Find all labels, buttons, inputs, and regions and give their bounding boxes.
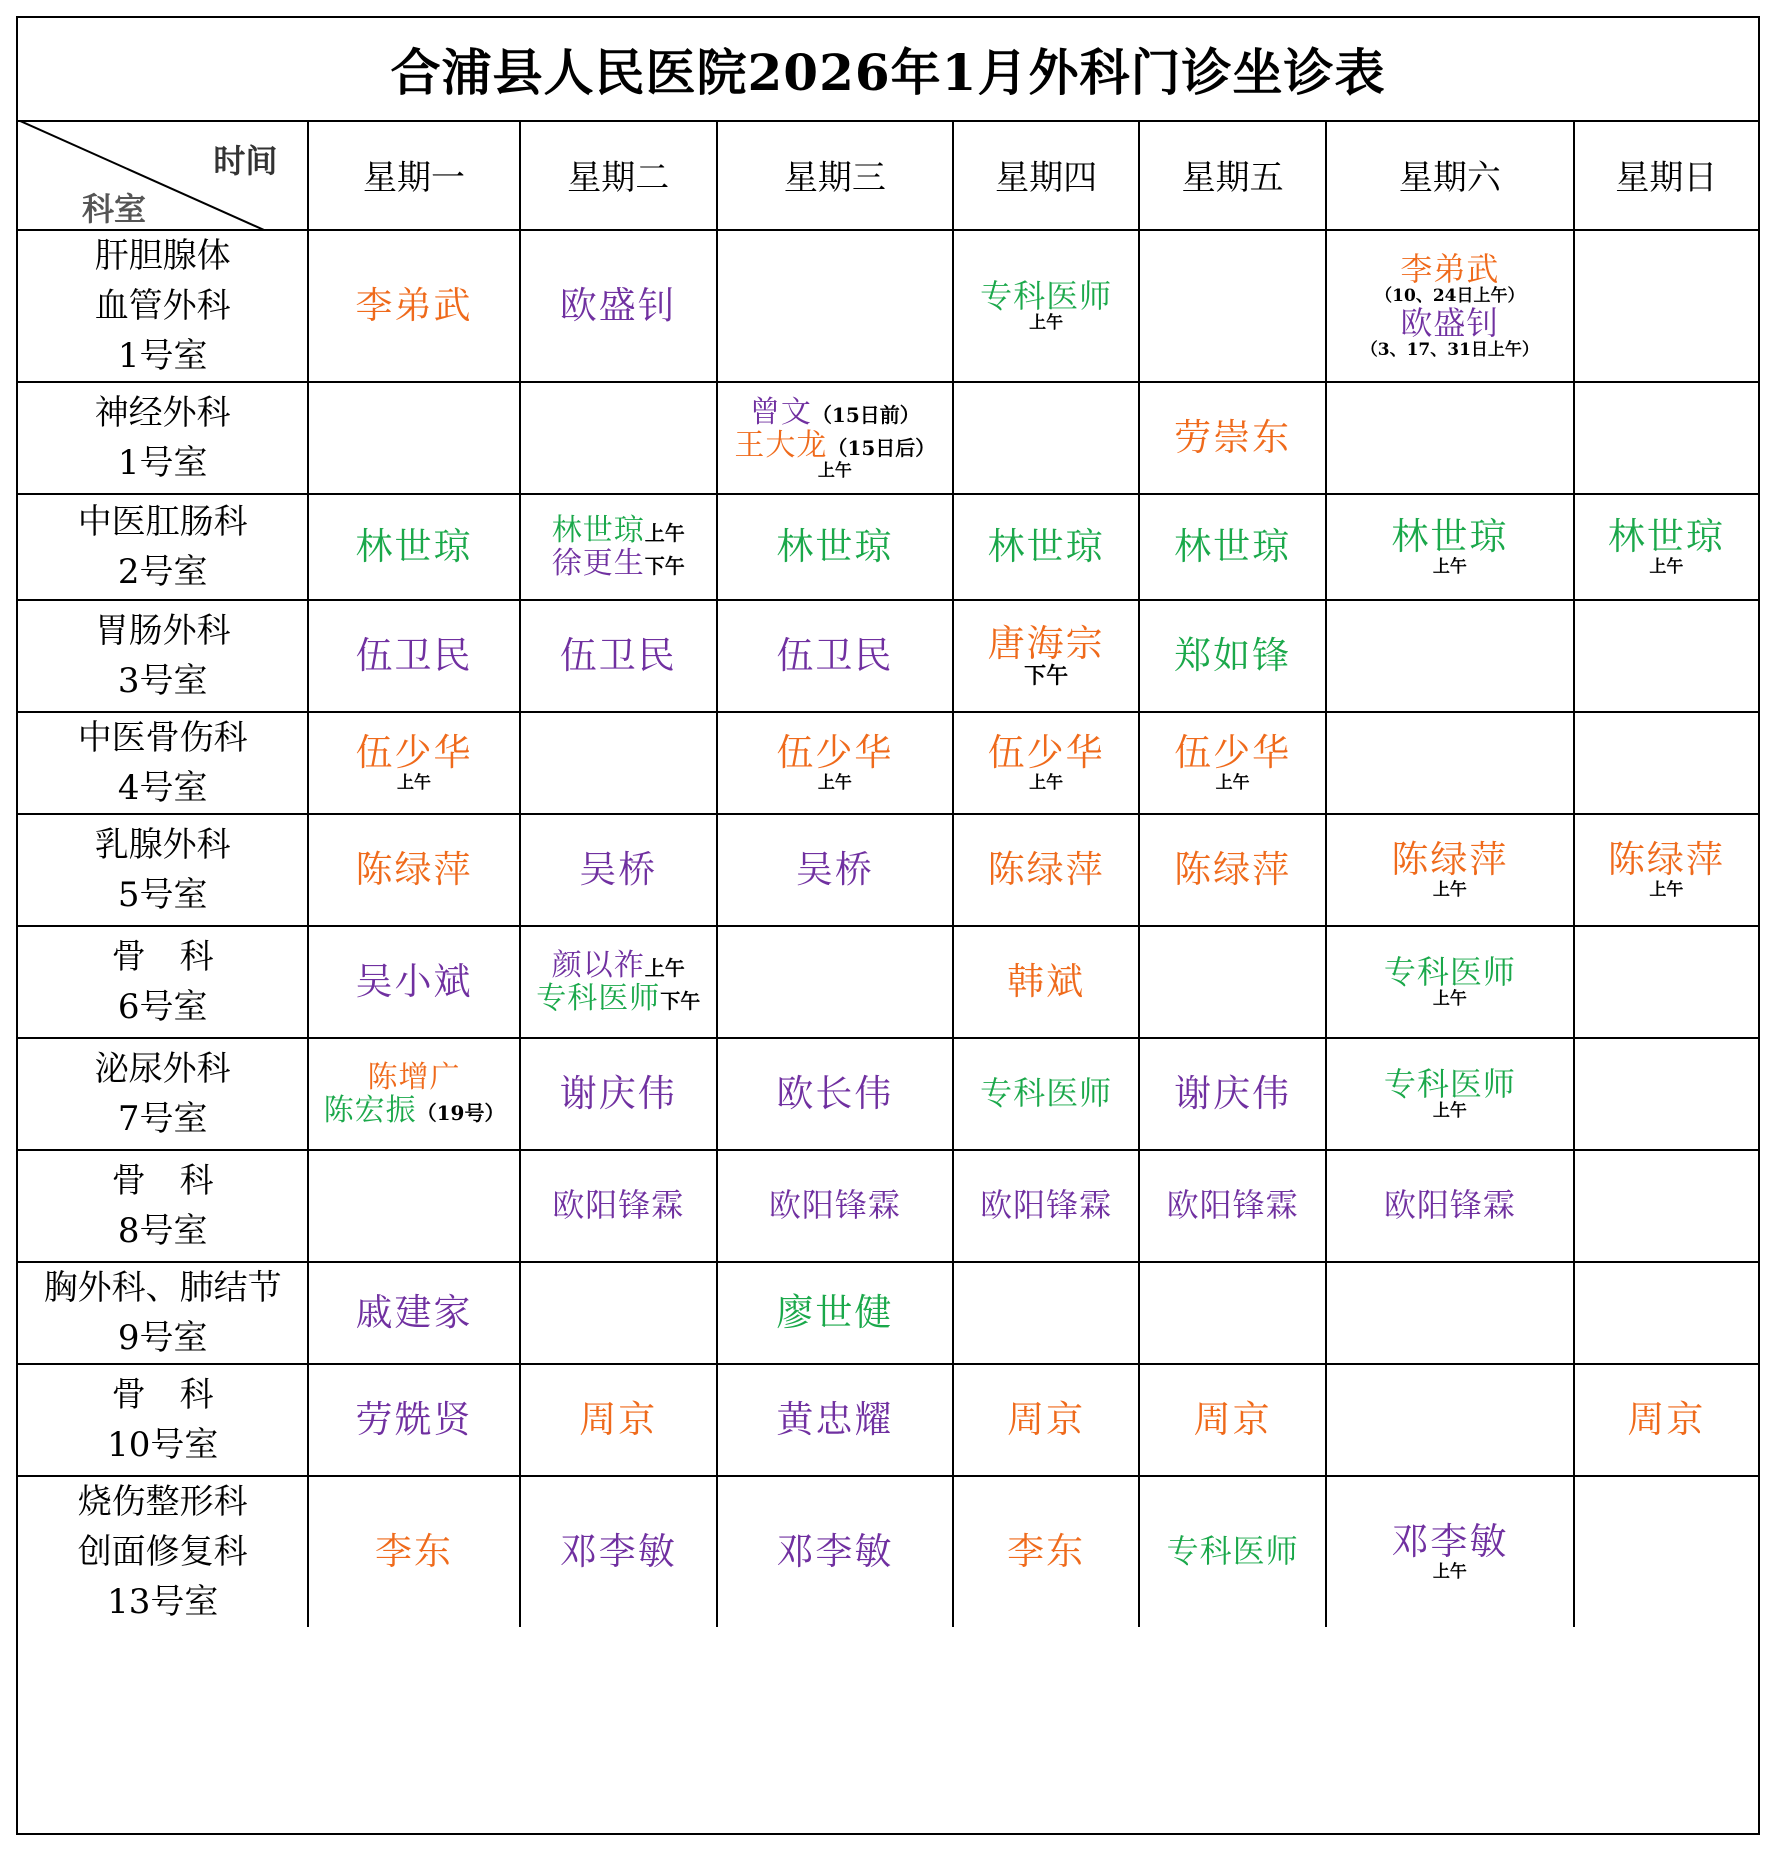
session-note: 上午 <box>1029 773 1064 793</box>
schedule-row <box>18 1476 1758 1627</box>
session-note: 上午 <box>1649 880 1684 900</box>
schedule-cell-sun <box>1574 1038 1758 1150</box>
doctor-entry <box>1327 840 1573 881</box>
schedule-cell-tue <box>520 1038 717 1150</box>
schedule-cell-fri <box>1139 600 1326 712</box>
schedule-cell-wed <box>717 814 953 926</box>
doctor-name: 劳兟贤 <box>355 1397 473 1441</box>
schedule-cell-fri <box>1139 1364 1326 1476</box>
doctor-entry <box>309 633 518 677</box>
corner-dept-label: 科室 <box>82 190 147 228</box>
department-cell <box>18 1262 308 1364</box>
schedule-cell-sat <box>1326 814 1574 926</box>
schedule-cell-sat <box>1326 1262 1574 1364</box>
schedule-cell-thu <box>953 1476 1140 1627</box>
doctor-entry <box>718 1290 952 1334</box>
schedule-cell-wed <box>717 230 953 382</box>
schedule-cell-sun <box>1574 230 1758 382</box>
schedule-cell-wed <box>717 382 953 494</box>
corner-time-label: 时间 <box>213 142 278 180</box>
day-header-fri: 星期五 <box>1139 120 1326 230</box>
schedule-row <box>18 1364 1758 1476</box>
corner-header <box>18 120 308 230</box>
doctor-entry <box>1327 955 1573 990</box>
department-cell <box>18 926 308 1038</box>
doctor-entry <box>309 1397 518 1441</box>
doctor-name: 李东 <box>1007 1529 1086 1573</box>
department-cell <box>18 1150 308 1262</box>
schedule-cell-wed <box>717 1262 953 1364</box>
department-cell <box>18 712 308 814</box>
schedule-cell-mon <box>308 1038 519 1150</box>
doctor-entry <box>521 547 716 580</box>
doctor-entry <box>521 1397 716 1441</box>
department-cell <box>18 230 308 382</box>
schedule-cell-mon <box>308 1364 519 1476</box>
schedule-sheet <box>16 16 1760 1835</box>
doctor-entry <box>954 524 1139 568</box>
doctor-entry <box>521 633 716 677</box>
doctor-name: 伍少华 <box>776 731 894 775</box>
doctor-entry <box>309 847 518 891</box>
schedule-cell-thu <box>953 1038 1140 1150</box>
department-label-line: 创面修复科 <box>77 1532 248 1572</box>
schedule-cell-wed <box>717 1038 953 1150</box>
session-note: 上午 <box>1029 313 1064 334</box>
department-label-line: 骨 科 <box>111 937 214 977</box>
doctor-name: 伍卫民 <box>776 633 894 677</box>
session-note: 上午 <box>644 956 685 980</box>
doctor-entry <box>309 959 518 1003</box>
doctor-name: 黄忠耀 <box>776 1397 894 1441</box>
doctor-entry <box>1140 1071 1325 1115</box>
department-label-line: 神经外科 <box>94 393 231 433</box>
doctor-entry <box>954 1529 1139 1573</box>
doctor-name: 欧盛钊 <box>559 283 677 327</box>
schedule-cell-sat <box>1326 600 1574 712</box>
doctor-entry <box>718 847 952 891</box>
department-label-line: 9号室 <box>117 1318 208 1358</box>
doctor-entry <box>954 1397 1139 1441</box>
schedule-cell-tue <box>520 1150 717 1262</box>
schedule-cell-fri <box>1139 926 1326 1038</box>
department-label-line: 13号室 <box>107 1582 219 1622</box>
session-note: 上午 <box>1432 1562 1467 1582</box>
schedule-cell-tue <box>520 1476 717 1627</box>
department-cell <box>18 494 308 600</box>
doctor-name: 伍少华 <box>355 731 473 775</box>
session-note: （19号） <box>416 1101 505 1125</box>
doctor-name: 专科医师 <box>980 277 1113 316</box>
department-label-line: 泌尿外科 <box>94 1049 231 1089</box>
schedule-cell-wed <box>717 600 953 712</box>
schedule-cell-fri <box>1139 1150 1326 1262</box>
session-note: 上午 <box>1432 989 1467 1010</box>
doctor-entry <box>718 633 952 677</box>
doctor-name: 欧阳锋霖 <box>768 1186 901 1225</box>
schedule-row <box>18 712 1758 814</box>
schedule-cell-wed <box>717 926 953 1038</box>
doctor-name: 吴桥 <box>795 847 874 891</box>
doctor-name: 专科医师 <box>980 1074 1113 1113</box>
session-note: 上午 <box>397 773 432 793</box>
schedule-cell-thu <box>953 712 1140 814</box>
schedule-cell-mon <box>308 1262 519 1364</box>
doctor-name: 专科医师 <box>1383 1065 1516 1104</box>
doctor-name: 谢庆伟 <box>1174 1071 1292 1115</box>
doctor-entry <box>954 1076 1139 1111</box>
doctor-entry <box>718 1188 952 1223</box>
schedule-cell-sat <box>1326 712 1574 814</box>
schedule-cell-sun <box>1574 926 1758 1038</box>
doctor-name: 劳崇东 <box>1174 415 1292 459</box>
doctor-entry <box>521 982 716 1015</box>
schedule-cell-tue <box>520 926 717 1038</box>
schedule-cell-wed <box>717 712 953 814</box>
doctor-entry <box>718 733 952 774</box>
doctor-name: 李弟武 <box>355 283 473 327</box>
doctor-entry <box>718 524 952 568</box>
doctor-entry <box>1327 252 1573 287</box>
schedule-cell-sun <box>1574 814 1758 926</box>
schedule-cell-sat <box>1326 1476 1574 1627</box>
doctor-entry <box>309 733 518 774</box>
doctor-name: 唐海宗 <box>987 621 1105 665</box>
session-note: 下午 <box>660 989 701 1013</box>
schedule-cell-fri <box>1139 814 1326 926</box>
doctor-entry <box>521 847 716 891</box>
schedule-cell-sun <box>1574 712 1758 814</box>
doctor-name: 陈增广 <box>367 1060 461 1095</box>
schedule-row <box>18 814 1758 926</box>
day-header-sun: 星期日 <box>1574 120 1758 230</box>
doctor-name: 专科医师 <box>1166 1532 1299 1571</box>
doctor-name: 专科医师 <box>1383 953 1516 992</box>
schedule-cell-thu <box>953 1262 1140 1364</box>
schedule-table <box>18 120 1758 1627</box>
schedule-cell-mon <box>308 712 519 814</box>
department-label-line: 肝胆腺体 <box>94 236 231 276</box>
doctor-name: 林世琼 <box>1174 524 1292 568</box>
doctor-entry <box>1575 840 1758 881</box>
department-cell <box>18 1364 308 1476</box>
doctor-name: 邓李敏 <box>1391 1520 1509 1564</box>
schedule-cell-fri <box>1139 1262 1326 1364</box>
schedule-cell-mon <box>308 926 519 1038</box>
doctor-name: 林世琼 <box>1607 515 1725 559</box>
doctor-name: 郑如锋 <box>1174 633 1292 677</box>
doctor-name: 林世琼 <box>1391 515 1509 559</box>
doctor-name: 邓李敏 <box>776 1529 894 1573</box>
doctor-name: 陈绿萍 <box>1391 838 1509 882</box>
department-label-line: 胃肠外科 <box>94 611 231 651</box>
doctor-entry <box>718 1529 952 1573</box>
doctor-entry <box>954 621 1139 665</box>
department-label-line: 5号室 <box>117 875 208 915</box>
doctor-entry <box>718 1397 952 1441</box>
schedule-cell-tue <box>520 230 717 382</box>
schedule-cell-sun <box>1574 494 1758 600</box>
session-note: 下午 <box>644 554 685 578</box>
session-note: 上午 <box>1432 880 1467 900</box>
session-note: 上午 <box>1215 773 1250 793</box>
doctor-entry <box>954 733 1139 774</box>
schedule-cell-mon <box>308 494 519 600</box>
schedule-cell-mon <box>308 1476 519 1627</box>
department-label-line: 8号室 <box>117 1211 208 1251</box>
session-note: 上午 <box>817 460 852 481</box>
doctor-name: 林世琼 <box>987 524 1105 568</box>
doctor-name: 戚建家 <box>355 1290 473 1334</box>
department-label-line: 4号室 <box>117 768 208 808</box>
doctor-name: 欧阳锋霖 <box>552 1186 685 1225</box>
department-label-line: 1号室 <box>117 443 208 483</box>
schedule-cell-thu <box>953 1150 1140 1262</box>
doctor-name: 林世琼 <box>551 513 645 548</box>
schedule-row <box>18 1150 1758 1262</box>
doctor-entry <box>309 1061 518 1094</box>
department-label-line: 骨 科 <box>111 1161 214 1201</box>
session-note: （3、17、31日上午） <box>1360 340 1539 361</box>
doctor-entry <box>954 1188 1139 1223</box>
schedule-cell-sun <box>1574 1262 1758 1364</box>
header-row <box>18 120 1758 230</box>
day-header-tue: 星期二 <box>520 120 717 230</box>
doctor-entry <box>1140 1397 1325 1441</box>
doctor-name: 陈绿萍 <box>987 847 1105 891</box>
schedule-cell-fri <box>1139 230 1326 382</box>
doctor-name: 颜以祚 <box>551 948 645 983</box>
doctor-entry <box>718 1071 952 1115</box>
doctor-entry <box>309 1290 518 1334</box>
schedule-cell-wed <box>717 1476 953 1627</box>
doctor-entry <box>521 1188 716 1223</box>
doctor-name: 伍少华 <box>987 731 1105 775</box>
department-label-line: 烧伤整形科 <box>77 1482 248 1522</box>
schedule-row <box>18 494 1758 600</box>
doctor-name: 欧长伟 <box>776 1071 894 1115</box>
schedule-cell-fri <box>1139 712 1326 814</box>
doctor-entry <box>1140 415 1325 459</box>
doctor-name: 韩斌 <box>1007 959 1086 1003</box>
doctor-name: 欧阳锋霖 <box>1166 1186 1299 1225</box>
schedule-cell-tue <box>520 1262 717 1364</box>
schedule-cell-mon <box>308 814 519 926</box>
schedule-cell-fri <box>1139 1038 1326 1150</box>
schedule-cell-sun <box>1574 382 1758 494</box>
doctor-name: 周京 <box>1627 1397 1706 1441</box>
department-label-line: 中医骨伤科 <box>77 718 248 758</box>
doctor-name: 伍少华 <box>1174 731 1292 775</box>
department-label-line: 乳腺外科 <box>94 825 231 865</box>
doctor-name: 邓李敏 <box>559 1529 677 1573</box>
doctor-entry <box>1327 1522 1573 1563</box>
department-cell <box>18 1038 308 1150</box>
department-cell <box>18 600 308 712</box>
doctor-name: 伍卫民 <box>355 633 473 677</box>
doctor-name: 林世琼 <box>355 524 473 568</box>
doctor-entry <box>1140 633 1325 677</box>
doctor-name: 陈绿萍 <box>1174 847 1292 891</box>
doctor-entry <box>521 1529 716 1573</box>
doctor-entry <box>521 949 716 982</box>
schedule-cell-sat <box>1326 230 1574 382</box>
doctor-name: 伍卫民 <box>559 633 677 677</box>
doctor-entry <box>309 1529 518 1573</box>
doctor-entry <box>954 959 1139 1003</box>
department-label-line: 7号室 <box>117 1099 208 1139</box>
doctor-name: 吴桥 <box>579 847 658 891</box>
department-cell <box>18 1476 308 1627</box>
doctor-entry <box>1140 733 1325 774</box>
schedule-cell-sun <box>1574 600 1758 712</box>
title-bar <box>18 18 1758 122</box>
schedule-cell-thu <box>953 600 1140 712</box>
schedule-cell-wed <box>717 494 953 600</box>
department-label-line: 1号室 <box>117 336 208 376</box>
schedule-cell-tue <box>520 712 717 814</box>
session-note: 上午 <box>1432 557 1467 577</box>
doctor-entry <box>309 1094 518 1127</box>
department-label-line: 2号室 <box>117 552 208 592</box>
doctor-entry <box>1327 1188 1573 1223</box>
doctor-entry <box>521 1071 716 1115</box>
session-note: 上午 <box>817 773 852 793</box>
schedule-row <box>18 926 1758 1038</box>
schedule-cell-thu <box>953 1364 1140 1476</box>
day-header-wed: 星期三 <box>717 120 953 230</box>
doctor-entry <box>1327 1067 1573 1102</box>
schedule-row <box>18 382 1758 494</box>
schedule-cell-wed <box>717 1364 953 1476</box>
department-cell <box>18 382 308 494</box>
schedule-cell-tue <box>520 814 717 926</box>
session-note: （15日前） <box>811 402 920 427</box>
schedule-cell-tue <box>520 600 717 712</box>
schedule-cell-sat <box>1326 1038 1574 1150</box>
schedule-cell-sat <box>1326 382 1574 494</box>
doctor-entry <box>718 429 952 462</box>
schedule-cell-mon <box>308 382 519 494</box>
schedule-row <box>18 1262 1758 1364</box>
session-note: 上午 <box>1649 557 1684 577</box>
department-label-line: 骨 科 <box>111 1375 214 1415</box>
department-label-line: 10号室 <box>107 1425 219 1465</box>
schedule-cell-thu <box>953 230 1140 382</box>
schedule-cell-sun <box>1574 1364 1758 1476</box>
schedule-cell-fri <box>1139 494 1326 600</box>
schedule-cell-tue <box>520 382 717 494</box>
schedule-body <box>18 120 1758 1627</box>
department-label-line: 胸外科、肺结节 <box>43 1268 282 1308</box>
day-header-sat: 星期六 <box>1326 120 1574 230</box>
schedule-cell-tue <box>520 494 717 600</box>
doctor-entry <box>1327 306 1573 341</box>
doctor-entry <box>1140 1534 1325 1569</box>
schedule-cell-fri <box>1139 382 1326 494</box>
doctor-name: 廖世健 <box>776 1290 894 1334</box>
day-header-mon: 星期一 <box>308 120 519 230</box>
schedule-cell-sat <box>1326 926 1574 1038</box>
doctor-entry <box>718 396 952 429</box>
session-note: 上午 <box>1432 1101 1467 1122</box>
doctor-name: 周京 <box>1007 1397 1086 1441</box>
schedule-cell-thu <box>953 814 1140 926</box>
doctor-entry <box>309 283 518 327</box>
doctor-name: 谢庆伟 <box>559 1071 677 1115</box>
doctor-name: 吴小斌 <box>355 959 473 1003</box>
schedule-cell-tue <box>520 1364 717 1476</box>
doctor-entry <box>1575 517 1758 558</box>
session-note: 下午 <box>1024 663 1069 690</box>
schedule-row <box>18 230 1758 382</box>
doctor-name: 周京 <box>1193 1397 1272 1441</box>
doctor-entry <box>521 283 716 327</box>
day-header-thu: 星期四 <box>953 120 1140 230</box>
schedule-row <box>18 600 1758 712</box>
doctor-name: 李弟武 <box>1400 250 1500 289</box>
schedule-cell-mon <box>308 600 519 712</box>
schedule-cell-thu <box>953 494 1140 600</box>
session-note: （10、24日上午） <box>1375 286 1525 307</box>
doctor-name: 专科医师 <box>536 981 661 1016</box>
schedule-row <box>18 1038 1758 1150</box>
schedule-cell-fri <box>1139 1476 1326 1627</box>
schedule-cell-sat <box>1326 494 1574 600</box>
doctor-entry <box>309 524 518 568</box>
doctor-name: 陈绿萍 <box>1607 838 1725 882</box>
schedule-cell-mon <box>308 1150 519 1262</box>
doctor-name: 陈绿萍 <box>355 847 473 891</box>
session-note: （15日后） <box>827 435 936 460</box>
page-title: 合浦县人民医院2026年1月外科门诊坐诊表 <box>390 43 1386 102</box>
doctor-name: 欧盛钊 <box>1400 304 1500 342</box>
department-label-line: 3号室 <box>117 661 208 701</box>
department-cell <box>18 814 308 926</box>
schedule-cell-sat <box>1326 1150 1574 1262</box>
doctor-name: 王大龙 <box>734 427 828 463</box>
doctor-name: 徐更生 <box>551 546 645 581</box>
schedule-cell-sat <box>1326 1364 1574 1476</box>
doctor-entry <box>1327 517 1573 558</box>
doctor-name: 周京 <box>579 1397 658 1441</box>
schedule-cell-sun <box>1574 1476 1758 1627</box>
doctor-entry <box>1140 847 1325 891</box>
session-note: 上午 <box>644 521 685 545</box>
schedule-cell-thu <box>953 926 1140 1038</box>
department-label-line: 中医肛肠科 <box>77 502 248 542</box>
department-label-line: 6号室 <box>117 987 208 1027</box>
doctor-entry <box>954 847 1139 891</box>
doctor-entry <box>521 514 716 547</box>
doctor-name: 欧阳锋霖 <box>1383 1186 1516 1225</box>
doctor-name: 李东 <box>375 1529 454 1573</box>
doctor-entry <box>954 279 1139 314</box>
schedule-cell-mon <box>308 230 519 382</box>
schedule-cell-wed <box>717 1150 953 1262</box>
doctor-name: 曾文 <box>749 394 812 430</box>
doctor-entry <box>1575 1397 1758 1441</box>
department-label-line: 血管外科 <box>94 286 231 326</box>
doctor-name: 陈宏振 <box>323 1093 417 1128</box>
schedule-cell-thu <box>953 382 1140 494</box>
doctor-entry <box>1140 524 1325 568</box>
doctor-entry <box>1140 1188 1325 1223</box>
doctor-name: 林世琼 <box>776 524 894 568</box>
schedule-cell-sun <box>1574 1150 1758 1262</box>
doctor-name: 欧阳锋霖 <box>980 1186 1113 1225</box>
